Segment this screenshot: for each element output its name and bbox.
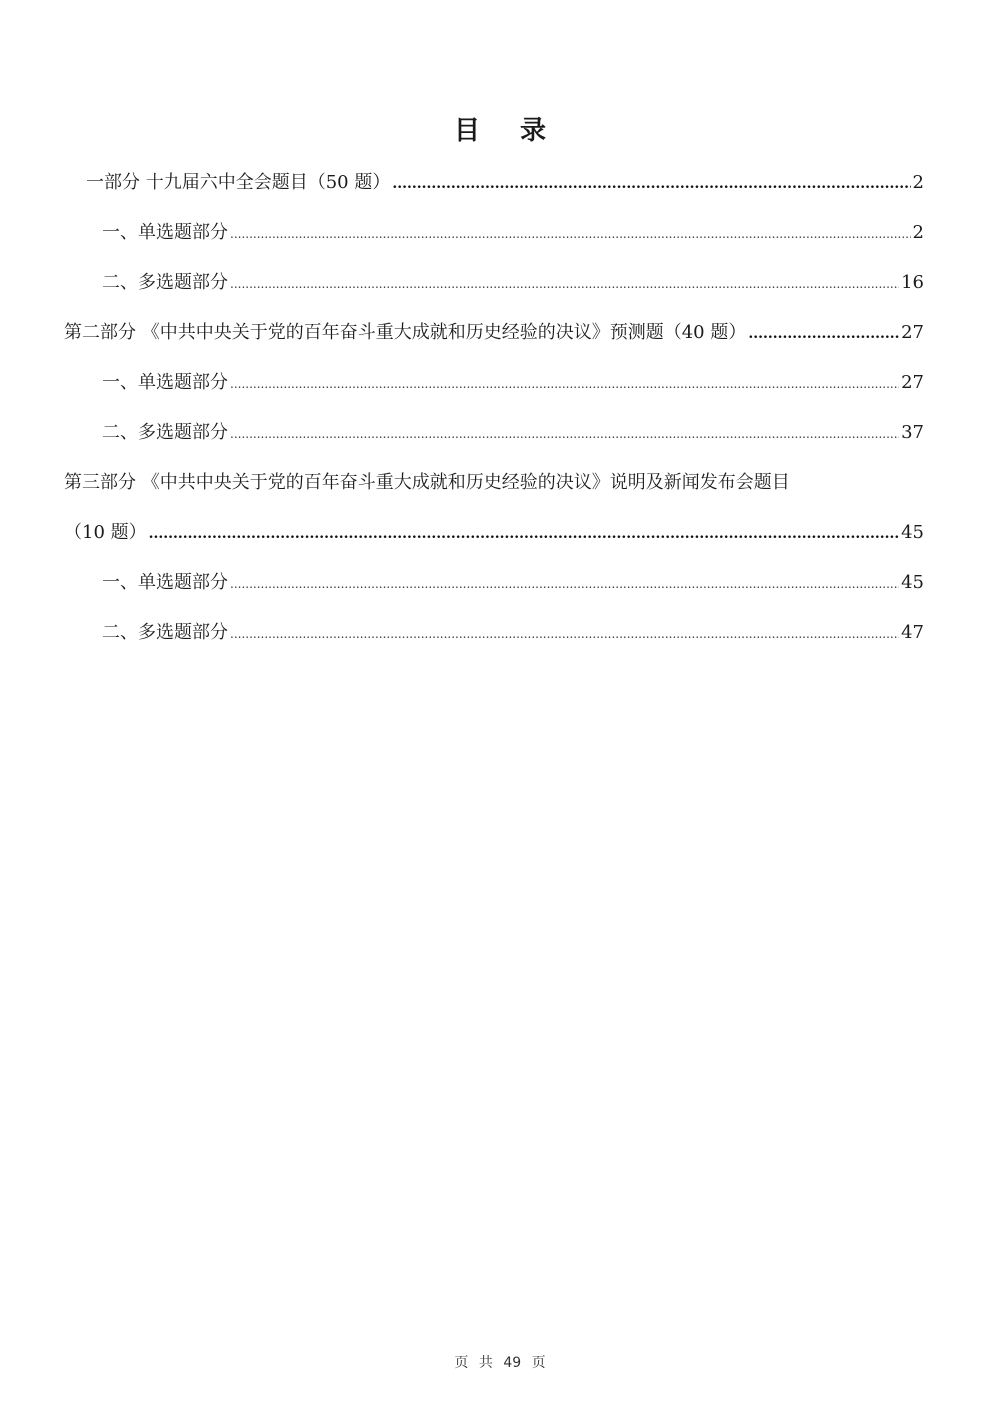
toc-entry-text: 一、单选题部分 <box>102 372 228 393</box>
toc-leader-dots <box>230 221 911 247</box>
footer-total-pages: 49 <box>503 1355 522 1371</box>
toc-entry-text: 二、多选题部分 <box>102 422 228 443</box>
toc-entry-part3-line1[interactable]: 第三部分 《中共中央关于党的百年奋斗重大成就和历史经验的决议》说明及新闻发布会题目 <box>64 472 790 493</box>
toc-page-number: 27 <box>901 322 924 343</box>
toc-entry-part2-multi[interactable] <box>102 420 924 446</box>
toc-entry-part3[interactable] <box>64 520 924 546</box>
toc-page-number: 27 <box>901 372 924 393</box>
page-footer <box>0 1352 1000 1372</box>
toc-page-number: 37 <box>901 422 924 443</box>
toc-leader-dots <box>230 621 899 647</box>
toc-entry-part1-single[interactable] <box>102 220 924 246</box>
toc-entry-text: 二、多选题部分 <box>102 622 228 643</box>
footer-label-total: 共 <box>478 1355 493 1371</box>
toc-entry-part1-multi[interactable] <box>102 270 924 296</box>
toc-entry-text: 一部分 十九届六中全会题目（50 题） <box>86 172 391 193</box>
page-title: 目录 <box>453 116 586 146</box>
toc-entry-text: 二、多选题部分 <box>102 272 228 293</box>
footer-label-page-end: 页 <box>531 1355 546 1371</box>
toc-page-number: 16 <box>901 272 924 293</box>
toc-page-number: 2 <box>912 222 924 243</box>
toc-entry-text: （10 题） <box>64 522 147 543</box>
toc-entry-part2-single[interactable] <box>102 370 924 396</box>
toc-entry-text: 第二部分 《中共中央关于党的百年奋斗重大成就和历史经验的决议》预测题（40 题） <box>64 322 747 343</box>
toc-leader-dots <box>748 321 899 347</box>
toc-leader-dots <box>230 421 899 447</box>
toc-entry-part1[interactable] <box>86 170 924 196</box>
toc-leader-dots <box>230 571 899 597</box>
toc-entry-part3-multi[interactable] <box>102 620 924 646</box>
toc-leader-dots <box>392 171 910 197</box>
toc-entry-text: 一、单选题部分 <box>102 572 228 593</box>
toc-entry-part2[interactable] <box>64 320 924 346</box>
toc-page-number: 47 <box>901 622 924 643</box>
toc-entry-text: 一、单选题部分 <box>102 222 228 243</box>
toc-page-number: 45 <box>901 572 924 593</box>
toc-leader-dots <box>149 521 899 547</box>
footer-label-page: 页 <box>454 1355 469 1371</box>
toc-entry-part3-single[interactable] <box>102 570 924 596</box>
toc-leader-dots <box>230 371 899 397</box>
toc-page-number: 2 <box>912 172 924 193</box>
toc-leader-dots <box>230 271 899 297</box>
toc-page-number: 45 <box>901 522 924 543</box>
